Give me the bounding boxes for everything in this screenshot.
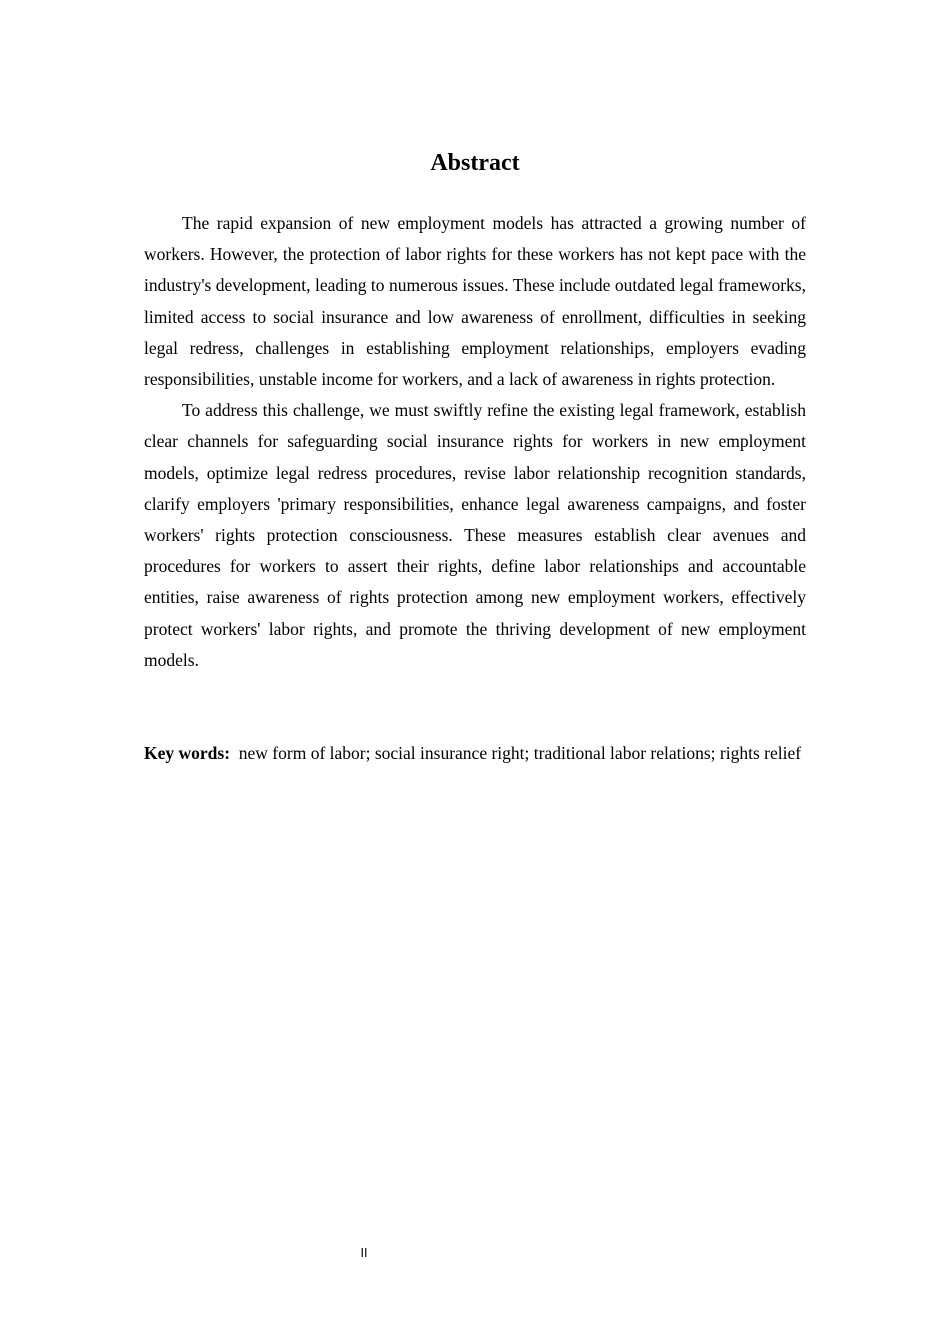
abstract-body xyxy=(144,208,806,676)
abstract-paragraph-2: To address this challenge, we must swiftly refine the existing legal framework, establish clear channels for safeguarding social insurance rights for workers in new employment models, optimize legal redress procedures, revise labor relationship recognition standards, clarify employers 'primary responsibilities, enhance legal awareness campaigns, and foster workers' rights protection consciousness. These measures establish clear avenues and procedures for workers to assert their rights, define labor relationships and accountable entities, raise awareness of rights protection among new employment workers, effectively protect workers' labor rights, and promote the thriving development of new employment models. xyxy=(144,400,806,670)
keywords-label: Key words: xyxy=(144,743,231,763)
keywords-text: new form of labor; social insurance right; traditional labor relations; rights relief xyxy=(238,743,802,763)
abstract-paragraph-1: The rapid expansion of new employment models has attracted a growing number of workers. However, the protection of labor rights for these workers has not kept pace with the industry's development, leading to numerous issues. These include outdated legal frameworks, limited access to social insurance and low awareness of enrollment, difficulties in seeking legal redress, challenges in establishing employment relationships, employers evading responsibilities, unstable income for workers, and a lack of awareness in rights protection. xyxy=(144,213,806,390)
abstract-title: Abstract xyxy=(430,150,520,176)
keywords-line xyxy=(144,738,806,770)
page-number: II xyxy=(360,1246,368,1260)
